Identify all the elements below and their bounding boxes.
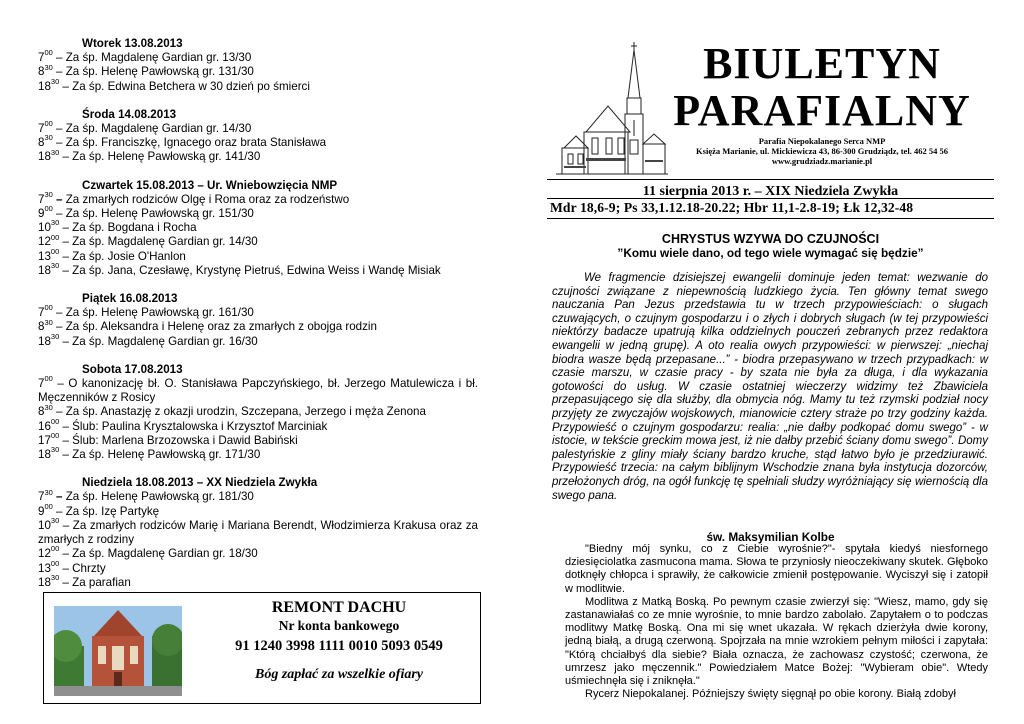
mass-minutes: 00	[44, 204, 53, 214]
mass-hour: 7	[38, 51, 45, 65]
mass-intention	[38, 76, 478, 94]
mass-hour: 18	[38, 79, 51, 93]
mass-intention	[38, 119, 478, 136]
intention-text: Za śp. Jana, Czesławę, Krystynę Pietruś, Edwina Weiss i Wandę Misiak	[72, 263, 441, 277]
intention-text: Za śp. Izę Partykę	[65, 504, 160, 518]
separator-dash: –	[59, 221, 73, 235]
separator-dash: –	[52, 51, 66, 65]
mass-intention	[38, 189, 478, 207]
mass-intention	[38, 48, 478, 65]
mass-minutes: 00	[44, 119, 53, 129]
mass-intention	[38, 516, 478, 547]
mass-intention	[38, 416, 478, 434]
mass-hour: 18	[38, 263, 51, 277]
mass-intention	[38, 232, 478, 249]
mass-hour: 17	[38, 433, 51, 447]
kolbe-text	[565, 543, 988, 701]
separator-dash: –	[52, 377, 69, 391]
mass-hour: 10	[38, 221, 51, 235]
separator-dash: –	[59, 263, 73, 277]
intention-text: Ślub: Marlena Brzozowska i Dawid Babiński	[72, 433, 298, 447]
separator-dash: –	[59, 448, 73, 462]
mass-intention	[38, 487, 478, 504]
mass-hour: 7	[38, 377, 45, 391]
mass-intention	[38, 544, 478, 561]
separator-dash: –	[59, 561, 73, 575]
masthead-title-line1: BIULETYN	[703, 39, 941, 88]
mass-minutes: 00	[44, 48, 53, 58]
mass-minutes: 30	[44, 189, 53, 199]
mass-minutes: 30	[50, 516, 60, 526]
schedule-day	[38, 37, 478, 94]
schedule-day-title: Środa 14.08.2013	[82, 107, 177, 121]
separator-dash: –	[59, 419, 73, 433]
mass-minutes: 00	[44, 501, 53, 511]
mass-hour: 18	[38, 334, 51, 348]
intention-text: Za śp. Anastazję z okazji urodzin, Szczepana, Jerzego i męża Zenona	[65, 405, 426, 419]
divider-bottom	[547, 218, 994, 219]
schedule-day-title: Wtorek 13.08.2013	[82, 37, 183, 50]
mass-minutes: 30	[44, 62, 53, 72]
mass-minutes: 00	[44, 303, 53, 313]
separator-dash: –	[59, 433, 73, 447]
mass-intention	[38, 374, 479, 405]
intention-text: Chrzty	[72, 561, 106, 575]
mass-minutes: 00	[44, 374, 53, 384]
bank-account-number: 91 1240 3998 1111 0010 5093 0549	[235, 638, 443, 654]
mass-hour: 13	[38, 561, 51, 575]
mass-schedule	[38, 37, 478, 604]
church-photo	[54, 606, 182, 696]
separator-dash: –	[52, 306, 66, 320]
mass-minutes: 30	[50, 218, 60, 228]
schedule-day-title: Sobota 17.08.2013	[82, 362, 183, 376]
mass-hour: 18	[38, 575, 51, 589]
intention-text: Za śp. Magdalenę Gardian gr. 16/30	[72, 334, 258, 348]
mass-minutes: 00	[50, 232, 60, 242]
mass-intention	[38, 246, 478, 264]
separator-dash: –	[52, 405, 66, 419]
kolbe-title: św. Maksymilian Kolbe	[706, 530, 835, 544]
mass-intention	[38, 317, 478, 334]
intention-text: Za śp. Helenę Pawłowską gr. 151/30	[65, 207, 254, 221]
mass-minutes: 30	[50, 260, 60, 270]
mass-hour: 8	[38, 320, 45, 334]
intention-text: Za śp. Helenę Pawłowską gr. 181/30	[65, 490, 254, 504]
mass-intention	[38, 572, 478, 590]
mass-hour: 10	[38, 518, 51, 532]
schedule-day	[38, 108, 478, 165]
intention-text: Za śp. Magdalenę Gardian gr. 14/30	[72, 235, 258, 249]
mass-hour: 7	[38, 122, 45, 136]
mass-hour: 7	[38, 192, 45, 206]
intention-text: Za zmarłych rodziców Marię i Mariana Berendt, Włodzimierza Krakusa oraz za zmarłych z rodziny	[38, 518, 478, 547]
mass-intention	[38, 402, 478, 419]
mass-hour: 12	[38, 235, 51, 249]
mass-intention	[38, 147, 478, 164]
intention-text: Za śp. Helenę Pawłowską gr. 171/30	[72, 448, 261, 462]
article-body: We fragmencie dzisiejszej ewangelii dominuje jeden temat: wezwanie do czujności związane z niepewnością ludzkiego życia. Ten główny temat swego nauczania Pan Jezus przedstawia tu w trzech przypowieściach: o sługach czuwających, o czujnym gospodarzu i o złych i dobrych sługach (w tej przypowieści niektórzy badacze upatrują kilka oddzielnych pouczeń zebranych przez redaktora ewangelii w jedną grupę). A oto realia owych przypowieści: w pierwszej: „niechaj biodra wasze będą przepasane...” - biodra przepasywano w trzech przypadkach: w czasie marszu, w czasie pracy - by szata nie była za długa, i dla wykazania gotowości do usług. W czasie ostatniej wieczerzy widzimy też Zbawiciela przepasującego się dla służby, dla obmycia nóg. Mamy tu też rzymski podział nocy przyjęty ze zwyczajów wojskowych, mianowicie cztery straże po trzy godziny każda. Przypowieść o czujnym gospodarzu: realia: „nie dałby podkopać domu swego” - w istocie, w tekście greckim mowa jest, iż nie dałby przebić ściany domu swego”. Domy palestyńskie z gliny miały ściany bardzo kruche, stąd łatwo było je przedziurawić. Przypowieść trzecia: na całym biblijnym Wschodzie znana była instytucja dozorców, przełożonych dróg, na ogół funkcję tę spełniali słudzy wyróżniający się wiernością dla swego pana.	[552, 272, 988, 502]
remont-thanks: Bóg zapłać za wszelkie ofiary	[255, 667, 423, 682]
mass-intention	[38, 218, 478, 235]
separator-dash: –	[59, 518, 73, 532]
separator-dash: –	[52, 122, 66, 136]
mass-hour: 8	[38, 136, 45, 150]
intention-text: Ślub: Paulina Krysztalowska i Krzysztof Marciniak	[72, 419, 328, 433]
separator-dash: –	[52, 320, 66, 334]
mass-minutes: 30	[50, 76, 60, 86]
intention-text: Za śp. Magdalenę Gardian gr. 14/30	[65, 122, 252, 136]
mass-intention	[38, 331, 478, 349]
mass-hour: 7	[38, 306, 45, 320]
kolbe-paragraph: "Biedny mój synku, co z Ciebie wyrośnie?"- spytała kiedyś niesfornego dziesięciolatka zasmucona mama. Słowa te przyniosły nieoczekiwany skutek. Głęboko dotknęły chłopca i sprawiły, że całkowicie zmienił postępowanie. Wyciszył się i zatopił w modlitwie.	[565, 543, 988, 595]
mass-hour: 9	[38, 504, 45, 518]
remont-title: REMONT DACHU	[271, 599, 407, 616]
mass-intention	[38, 558, 478, 576]
separator-dash: –	[52, 192, 66, 206]
mass-minutes: 30	[50, 147, 60, 157]
intention-text: Za parafian	[72, 575, 131, 589]
intention-text: Za śp. Edwina Betchera w 30 dzień po śmierci	[72, 79, 310, 93]
mass-minutes: 30	[44, 487, 53, 497]
separator-dash: –	[59, 235, 73, 249]
schedule-day	[38, 363, 478, 462]
separator-dash: –	[52, 207, 66, 221]
article-title: CHRYSTUS WZYWA DO CZUJNOŚCI	[661, 232, 880, 246]
mass-hour: 16	[38, 419, 51, 433]
mass-intention	[38, 204, 478, 221]
separator-dash: –	[59, 334, 73, 348]
separator-dash: –	[59, 547, 73, 561]
mass-minutes: 00	[50, 431, 60, 441]
schedule-day	[38, 292, 478, 349]
issue-date: 11 sierpnia 2013 r. – XIX Niedziela Zwykła	[642, 184, 899, 199]
mass-minutes: 30	[44, 133, 53, 143]
parish-name: Parafia Niepokalanego Serca NMP	[758, 136, 886, 146]
masthead	[672, 40, 972, 166]
schedule-day-title: Piątek 16.08.2013	[82, 292, 178, 306]
separator-dash: –	[52, 136, 66, 150]
mass-minutes: 30	[44, 317, 53, 327]
mass-minutes: 00	[50, 416, 60, 426]
mass-minutes: 30	[50, 445, 60, 455]
separator-dash: –	[52, 504, 66, 518]
parish-website: www.grudziadz.marianie.pl	[771, 156, 873, 166]
schedule-day-title: Niedziela 18.08.2013 – XX Niedziela Zwykła	[82, 476, 318, 490]
intention-text: Za śp. Helenę Pawłowską gr. 141/30	[72, 150, 261, 164]
intention-text: Za śp. Magdalenę Gardian gr. 13/30	[65, 51, 252, 65]
schedule-day-title: Czwartek 15.08.2013 – Ur. Wniebowzięcia NMP	[82, 178, 338, 192]
roof-repair-box	[43, 592, 481, 704]
mass-hour: 9	[38, 207, 45, 221]
mass-hour: 18	[38, 448, 51, 462]
mass-intention	[38, 303, 478, 320]
separator-dash: –	[59, 150, 73, 164]
intention-text: Za zmarłych rodziców Olgę i Roma oraz za rodzeństwo	[65, 192, 350, 206]
separator-dash: –	[59, 79, 73, 93]
mass-intention	[38, 445, 478, 462]
separator-dash: –	[52, 490, 66, 504]
article-subtitle: ”Komu wiele dano, od tego wiele wymagać się będzie”	[617, 246, 924, 260]
mass-minutes: 30	[50, 331, 60, 341]
mass-intention	[38, 62, 478, 79]
mass-minutes: 00	[50, 544, 60, 554]
intention-text: Za śp. Magdalenę Gardian gr. 18/30	[72, 547, 258, 561]
mass-hour: 13	[38, 249, 51, 263]
intention-text: Za śp. Franciszkę, Ignacego oraz brata Stanisława	[65, 136, 327, 150]
separator-dash: –	[52, 65, 66, 79]
liturgy-readings: Mdr 18,6-9; Ps 33,1.12.18-20.22; Hbr 11,1-2.8-19; Łk 12,32-48	[550, 200, 914, 215]
parish-address: Księża Marianie, ul. Mickiewicza 43, 86-300 Grudziądz, tel. 462 54 56	[696, 146, 948, 156]
mass-minutes: 30	[44, 402, 53, 412]
schedule-day	[38, 476, 478, 590]
mass-intention	[38, 501, 478, 519]
mass-hour: 18	[38, 150, 51, 164]
separator-dash: –	[59, 249, 73, 263]
intention-text: Za śp. Aleksandra i Helenę oraz za zmarłych z obojga rodzin	[65, 320, 377, 334]
intention-text: Za śp. Bogdana i Rocha	[72, 221, 197, 235]
schedule-day	[38, 179, 478, 278]
mass-hour: 12	[38, 547, 51, 561]
mass-intention	[38, 431, 478, 448]
mass-intention	[38, 260, 478, 278]
mass-intention	[38, 133, 478, 150]
mass-hour: 8	[38, 405, 45, 419]
divider-middle	[547, 198, 994, 199]
mass-minutes: 00	[50, 558, 60, 568]
kolbe-paragraph: Rycerz Niepokalanej. Późniejszy święty sięgnął po obie korony. Białą zdobył	[585, 688, 956, 701]
divider-top	[547, 179, 994, 180]
mass-minutes: 30	[50, 572, 60, 582]
church-drawing-icon	[556, 40, 668, 175]
separator-dash: –	[59, 575, 73, 589]
intention-text: Za śp. Helenę Pawłowską gr. 161/30	[65, 306, 254, 320]
remont-subtitle: Nr konta bankowego	[278, 618, 400, 633]
mass-hour: 8	[38, 65, 45, 79]
intention-text: Za śp. Helenę Pawłowską gr. 131/30	[65, 65, 254, 79]
mass-minutes: 00	[50, 246, 60, 256]
kolbe-paragraph: Modlitwa z Matką Boską. Po pewnym czasie zwierzył się: "Wiesz, mamo, gdy się zastanawiałaś co ze mnie wyrośnie, to mnie bardzo zabolało. Zapytałem o to podczas modlitwy Matkę Boską. Ona mi się wnet ukazała. W rękach dzierżyła dwie korony, jedną białą, a drugą czerwoną. Spojrzała na mnie wzrokiem pełnym miłości i zapytała: "Którą chciałbyś dla siebie? Biała oznacza, że zachowasz czystość; czerwona, że umrzesz jako męczennik." Powiedziałem Matce Bożej: "Wybieram obie". Wtedy uśmiechnęła się i zniknęła."	[565, 595, 988, 688]
mass-hour: 7	[38, 490, 45, 504]
intention-text: O kanonizację bł. O. Stanisława Papczyńskiego, bł. Jerzego Matulewicza i bł. Męczenników z Rosicy	[38, 377, 479, 405]
intention-text: Za śp. Josie O'Hanlon	[72, 249, 186, 263]
masthead-title-line2: PARAFIALNY	[673, 86, 971, 135]
